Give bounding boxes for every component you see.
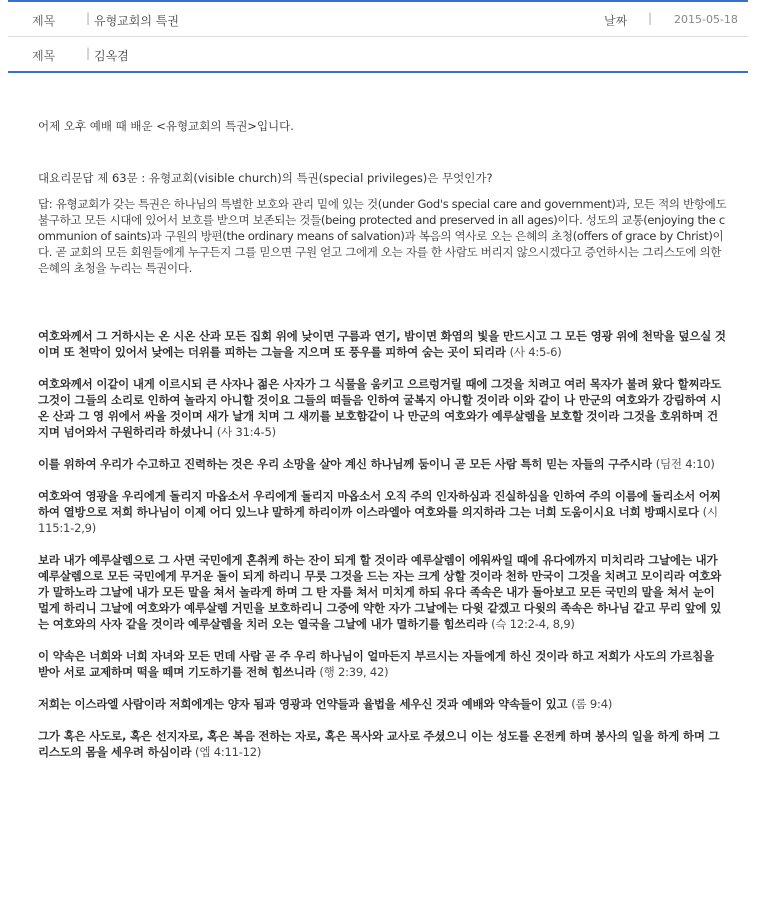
verse-text: 여호와께서 그 거하시는 온 시온 산과 모든 집회 위에 낮이면 구름과 연기, 밤이면 화염의 빛을 만드시고 그 모든 영광 위에 천막을 덮으실 것이며 또 천막이 있어서 낮에는 더위를 피하는 그늘을 지으며 또 풍우를 피하여 숨는 곳이 되리라 xyxy=(38,329,726,359)
verse-text: 여호와여 영광을 우리에게 돌리지 마옵소서 우리에게 돌리지 마옵소서 오직 주의 인자하심과 진실하심을 인하여 주의 이름에 돌리소서 어찌하여 열방으로 저희 하나님이 이제 어디 있느냐 말하게 하리이까 이스라엘아 여호와를 의지하라 그는 너희 도움이시요 너희 방패시로다 xyxy=(38,489,721,519)
verse-text: 이 약속은 너희와 너희 자녀와 모든 먼데 사람 곧 주 우리 하나님이 얼마든지 부르시는 자들에게 하신 것이라 하고 저희가 사도의 가르침을 받아 서로 교제하며 떡을 떼며 기도하기를 전혀 힘쓰니라 xyxy=(38,649,715,679)
author-label: 제목 xyxy=(32,49,56,63)
post-title: 유형교회의 특권 xyxy=(94,14,179,28)
title-label: 제목 xyxy=(32,14,56,28)
scripture-verse xyxy=(38,696,728,712)
scripture-verse xyxy=(38,376,728,440)
scripture-verse xyxy=(38,456,728,472)
verse-text: 이를 위하여 우리가 수고하고 진력하는 것은 우리 소망을 살아 계신 하나님께 둠이니 곧 모든 사람 특히 믿는 자들의 구주시라 xyxy=(38,457,652,471)
catechism-question: 대요리문답 제 63문 : 유형교회(visible church)의 특권(special privileges)은 무엇인가? xyxy=(38,171,493,185)
divider: | xyxy=(86,11,91,25)
post-board xyxy=(8,0,748,73)
verse-reference: (행 2:39, 42) xyxy=(319,665,389,679)
verse-text: 저희는 이스라엘 사람이라 저희에게는 양자 됨과 영광과 언약들과 율법을 세우신 것과 예배와 약속들이 있고 xyxy=(38,697,568,711)
scripture-verse xyxy=(38,552,728,632)
scripture-verse xyxy=(38,648,728,680)
date-label: 날짜 xyxy=(604,14,628,28)
post-body xyxy=(38,118,728,760)
post-author-row xyxy=(8,37,748,73)
verse-reference: (사 31:4-5) xyxy=(216,425,276,439)
divider: | xyxy=(86,46,91,60)
verse-reference: (시 115:1-2,9) xyxy=(38,505,718,535)
post-author: 김옥겸 xyxy=(94,49,129,63)
verse-reference: (엡 4:11-12) xyxy=(195,745,262,759)
scripture-verse xyxy=(38,328,728,360)
verse-reference: (딤전 4:10) xyxy=(655,457,715,471)
verse-text: 여호와께서 이같이 내게 이르시되 큰 사자나 젊은 사자가 그 식물을 움키고 으르렁거릴 때에 그것을 치려고 여러 목자가 불려 왔다 할찌라도 그것이 그들의 소리로 인하여 놀라지 아니할 것이요 그들의 떠들음 인하여 굴복지 아니할 것이라 이와 같이 나 만군의 여호와가 강림하여 시온 산과 그 영 위에서 싸울 것이며 새가 날개 치며 그 새끼를 보호함같이 나 만군의 여호와가 예루살렘을 보호할 것이라 그것을 호위하며 건지며 넘어와서 구원하리라 하셨나니 xyxy=(38,377,722,439)
post-header-row xyxy=(8,0,748,37)
verse-text: 보라 내가 예루살렘으로 그 사면 국민에게 혼취케 하는 잔이 되게 할 것이라 예루살렘이 에워싸일 때에 유다에까지 미치리라 그날에는 내가 예루살렘으로 모든 국민에게 무거운 돌이 되게 하리니 무릇 그것을 드는 자는 크게 상할 것이라 천하 만국이 그것을 치려고 모이리라 여호와가 말하노라 그날에 내가 모든 말을 쳐서 놀라게 하며 그 탄 자를 쳐서 미치게 하되 유다 족속은 내가 돌아보고 모든 국민의 말을 쳐서 눈이 멀게 하리니 그날에 여호와가 예루살렘 거민을 보호하리니 그중에 약한 자가 그날에는 다윗 같겠고 다윗의 족속은 하나님 같고 무리 앞에 있는 여호와의 사자 같을 것이라 예루살렘을 치러 오는 열국을 그날에 내가 멸하기를 힘쓰리라 xyxy=(38,553,722,631)
divider: | xyxy=(648,11,653,25)
scripture-verse xyxy=(38,728,728,760)
verse-reference: (슥 12:2-4, 8,9) xyxy=(491,617,575,631)
post-date: 2015-05-18 xyxy=(674,13,738,26)
verse-reference: (사 4:5-6) xyxy=(509,345,562,359)
verse-reference: (롬 9:4) xyxy=(571,697,613,711)
scripture-verse xyxy=(38,488,728,536)
verse-text: 그가 혹은 사도로, 혹은 선지자로, 혹은 복음 전하는 자로, 혹은 목사와 교사로 주셨으니 이는 성도를 온전케 하며 봉사의 일을 하게 하며 그리스도의 몸을 세우려 하심이라 xyxy=(38,729,720,759)
catechism-answer: 답: 유형교회가 갖는 특권은 하나님의 특별한 보호와 관리 밑에 있는 것(under God's special care and government)과, 모든 적의 반항에도 불구하고 모든 시대에 있어서 보호를 받으며 보존되는 것들(being protected and preserved in all ages)이다. 성도의 교통(enjoying the communion of saints)과 구원의 방편(the ordinary means of salvation)과 복음의 역사로 오는 은혜의 초청(offers of grace by Christ)이다. 곧 교회의 모든 회원들에게 누구든지 그를 믿으면 구원 얻고 그에게 오는 자를 한 사람도 버리지 않으시겠다고 증언하시는 그리스도에 의한 은혜의 초청을 누리는 특권이다. xyxy=(38,197,727,275)
intro-text: 어제 오후 예배 때 배운 <유형교회의 특권>입니다. xyxy=(38,119,294,133)
